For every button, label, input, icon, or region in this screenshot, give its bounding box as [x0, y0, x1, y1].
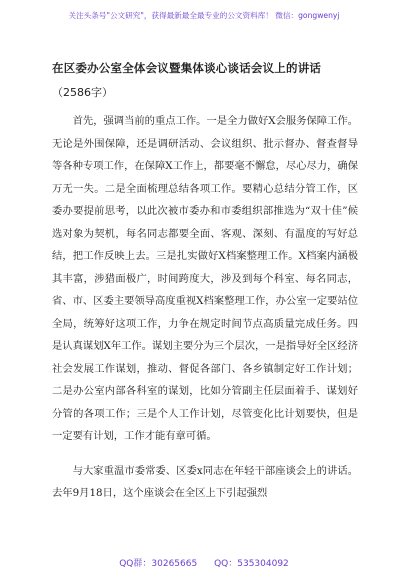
paragraph: 与大家重温市委常委、区委x同志在年轻干部座谈会上的讲话。去年9月18日，这个座谈会在全区上下引起强烈 — [52, 464, 358, 499]
word-count: （2586字） — [52, 86, 113, 99]
footer-qq-group: QQ群：30265665 — [119, 559, 198, 569]
paragraph: 首先，强调当前的重点工作。一是全力做好X会服务保障工作。无论是外围保障，还是调研活动、会议组织、批示督办、督查督导等各种专项工作，在保障X工作上，都要毫不懈怠，尽心尽力，确保万无一失。二是全面梳理总结各项工作。要精心总结分管工作，区委办要提前思考，以此次被市委办和市委组织部推选为“双十佳”候选对象为契机，每名同志都要全面、客观、深刻、有温度的写好总结，把工作反映上去。三是扎实做好X档案整理工作。X档案内涵极其丰富，涉猎面极广，时间跨度大，涉及到每个科室、每名同志，省、市、区委主要领导高度重视X档案整理工作，办公室一定要站位全局，统筹好这项工作，力争在规定时间节点高质量完成任务。四是认真谋划X年工作。谋划主要分为三个层次，一是指导好全区经济社会发展工作谋划，推动、督促各部门、各乡镇制定好工作计划；二是办公室内部各科室的谋划，比如分管副主任层面着手、谋划好分管的各项工作；三是个人工作计划，尽管变化比计划要快，但是一定要有计划，工作才能有章可循。 — [52, 115, 358, 442]
header-banner: 关注头条号"公文研究"，获得最新最全最专业的公文资料库！ 微信：gongwenyj — [68, 11, 340, 20]
footer-qq: QQ：535304092 — [214, 559, 289, 569]
footer-contact — [0, 556, 408, 569]
document-body — [52, 110, 358, 505]
document-title: 在区委办公室全体会议暨集体谈心谈话会议上的讲话 — [52, 61, 322, 75]
